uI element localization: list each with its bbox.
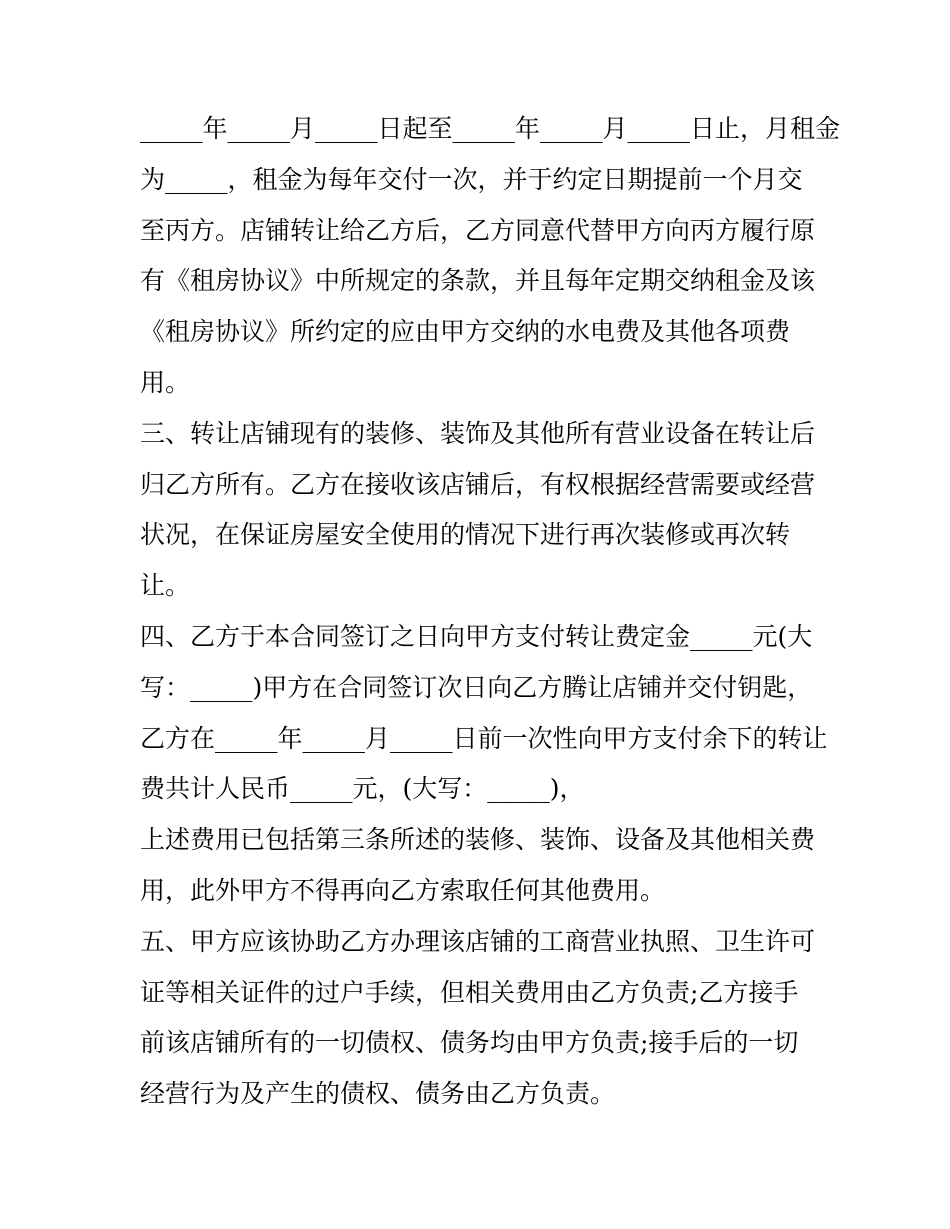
text-line: 归乙方所有。乙方在接收该店铺后，有权根据经营需要或经营 <box>140 469 816 499</box>
clause-five-line: 五、甲方应该协助乙方办理该店铺的工商营业执照、卫生许可 <box>140 926 816 956</box>
text-line: 前该店铺所有的一切债权、债务均由甲方负责;接手后的一切 <box>140 1028 799 1058</box>
clause-three-line: 三、转让店铺现有的装修、装饰及其他所有营业设备在转让后 <box>140 418 816 448</box>
text-line: 乙方在_____年_____月_____日前一次性向甲方支付余下的转让 <box>140 723 828 753</box>
contract-text <box>140 104 841 1120</box>
text-line: 写：_____)甲方在合同签订次日向乙方腾让店铺并交付钥匙， <box>140 672 813 702</box>
text-line: 用。 <box>140 367 191 397</box>
text-line: _____年_____月_____日起至_____年_____月_____日止，月租金 <box>140 114 841 143</box>
text-line: 有《租房协议》中所规定的条款，并且每年定期交纳租金及该 <box>140 266 816 296</box>
clause-four-line: 四、乙方于本合同签订之日向甲方支付转让费定金_____元(大 <box>140 621 813 651</box>
text-line: 用，此外甲方不得再向乙方索取任何其他费用。 <box>140 875 666 905</box>
text-line: 状况，在保证房屋安全使用的情况下进行再次装修或再次转 <box>140 520 791 550</box>
text-line: 《租房协议》所约定的应由甲方交纳的水电费及其他各项费 <box>140 317 791 347</box>
text-line: 经营行为及产生的债权、债务由乙方负责。 <box>140 1079 616 1109</box>
text-line: 上述费用已包括第三条所述的装修、装饰、设备及其他相关费 <box>140 825 816 855</box>
text-line: 证等相关证件的过户手续，但相关费用由乙方负责;乙方接手 <box>140 977 799 1007</box>
text-line: 至丙方。店铺转让给乙方后，乙方同意代替甲方向丙方履行原 <box>140 215 816 245</box>
text-line: 为_____，租金为每年交付一次，并于约定日期提前一个月交 <box>140 164 803 194</box>
text-line: 让。 <box>140 571 191 601</box>
text-line: 费共计人民币_____元，(大写：_____)， <box>140 774 585 804</box>
